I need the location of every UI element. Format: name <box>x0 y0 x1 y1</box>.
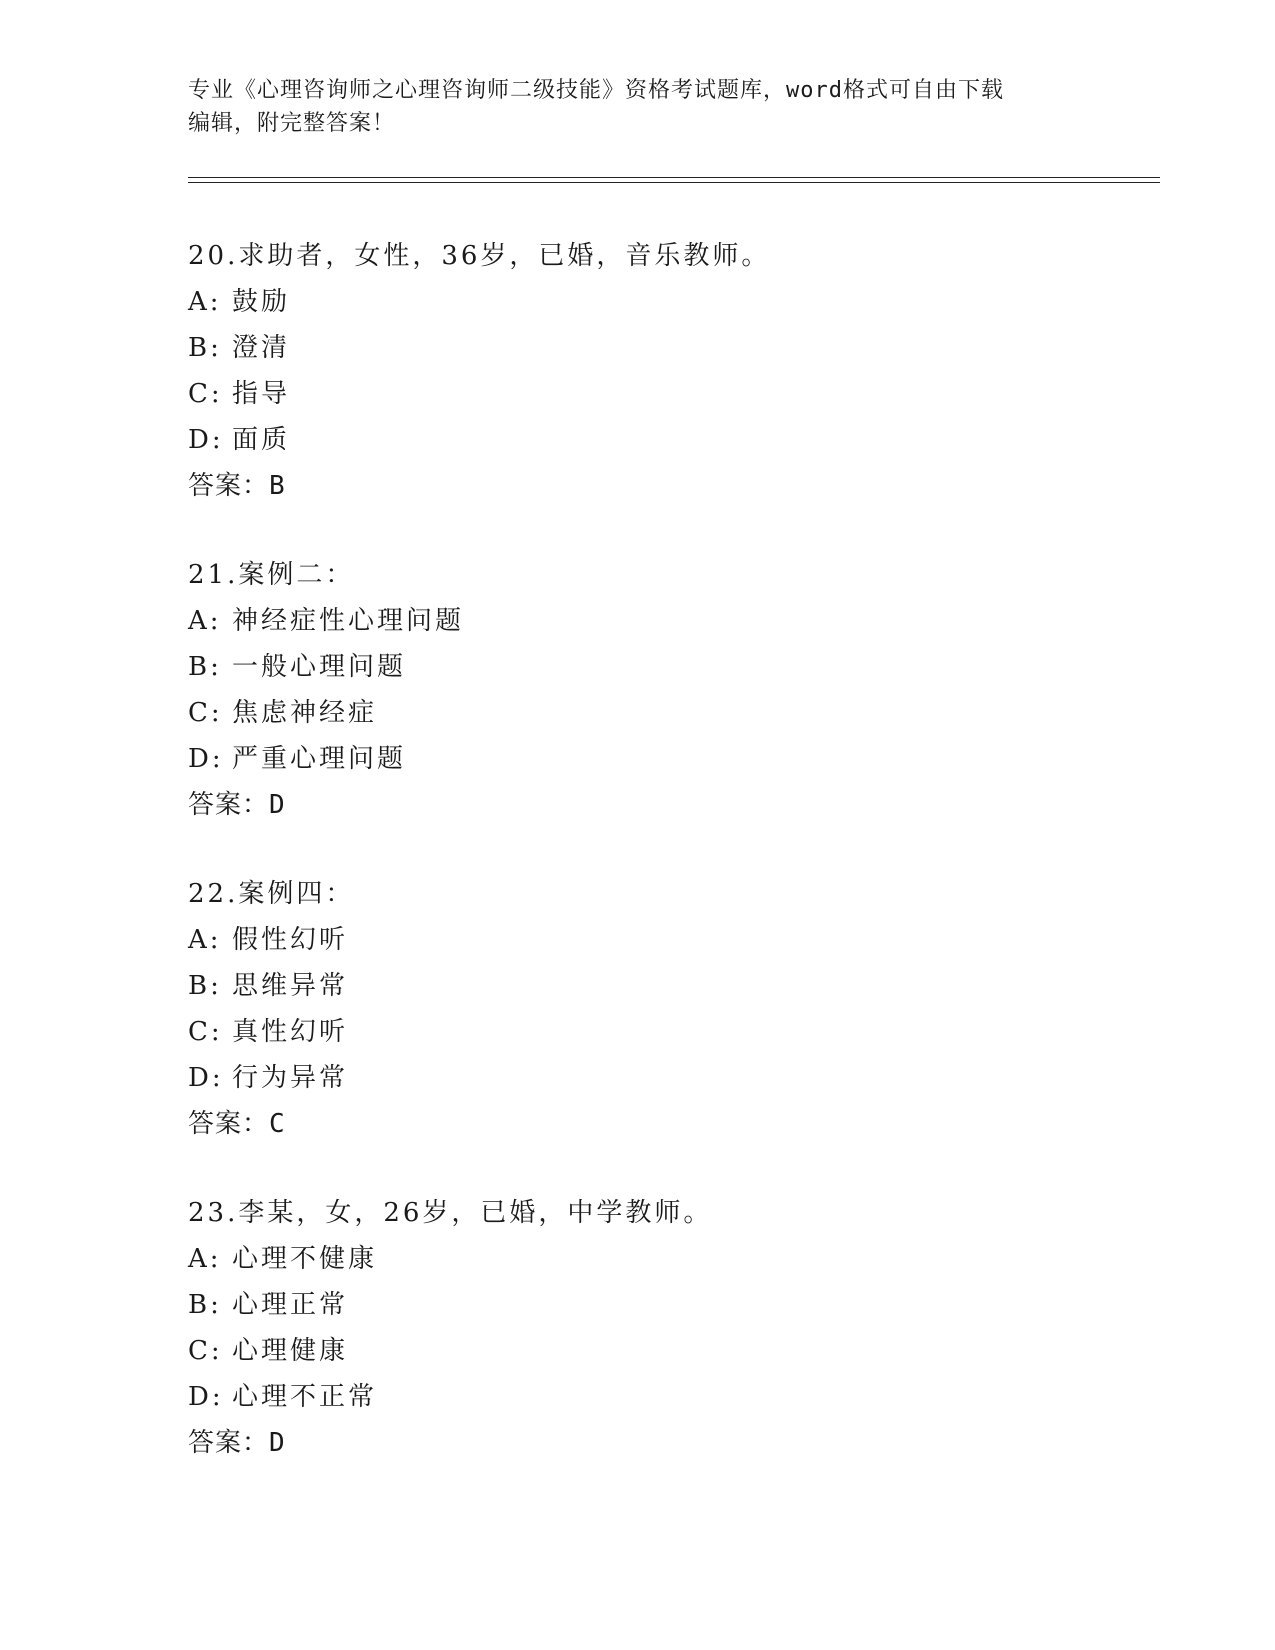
option-d <box>188 1055 354 1101</box>
option-label: B: <box>188 333 222 363</box>
option-a <box>188 1236 712 1282</box>
question-stem: 23.李某，女，26岁，已婚，中学教师。 <box>188 1198 713 1228</box>
option-text: 神经症性心理问题 <box>232 606 465 636</box>
option-c <box>188 1009 354 1055</box>
option-text: 一般心理问题 <box>232 652 407 682</box>
option-label: A: <box>188 1244 222 1274</box>
option-d <box>188 1374 712 1420</box>
header-line-1: 专业《心理咨询师之心理咨询师二级技能》资格考试题库，word格式可自由下载 <box>188 78 1004 103</box>
option-a <box>188 917 354 963</box>
question-stem: 22.案例四： <box>188 879 355 909</box>
option-c <box>188 690 464 736</box>
answer-line: 答案：D <box>188 1428 286 1458</box>
option-b <box>188 1282 712 1328</box>
option-text: 澄清 <box>232 333 291 363</box>
option-text: 严重心理问题 <box>232 744 407 774</box>
option-text: 心理健康 <box>232 1336 349 1366</box>
option-text: 假性幻听 <box>232 925 349 955</box>
answer-line: 答案：B <box>188 471 286 501</box>
option-label: D: <box>188 1063 224 1093</box>
option-label: C: <box>188 698 223 728</box>
question-block-20 <box>188 233 770 509</box>
option-c <box>188 1328 712 1374</box>
option-b <box>188 644 464 690</box>
option-text: 心理不健康 <box>232 1244 378 1274</box>
option-d <box>188 417 770 463</box>
option-text: 真性幻听 <box>232 1017 349 1047</box>
option-label: C: <box>188 1336 223 1366</box>
option-text: 指导 <box>232 379 291 409</box>
option-label: D: <box>188 425 224 455</box>
question-block-22 <box>188 871 354 1147</box>
option-label: A: <box>188 287 222 317</box>
option-label: A: <box>188 606 222 636</box>
option-text: 行为异常 <box>232 1063 349 1093</box>
option-text: 心理正常 <box>232 1290 349 1320</box>
option-a <box>188 598 464 644</box>
option-b <box>188 963 354 1009</box>
option-label: B: <box>188 652 222 682</box>
option-label: C: <box>188 1017 223 1047</box>
option-label: A: <box>188 925 222 955</box>
option-d <box>188 736 464 782</box>
answer-line: 答案：D <box>188 790 286 820</box>
option-text: 鼓励 <box>232 287 291 317</box>
header-rule-bottom <box>188 182 1160 183</box>
answer-line: 答案：C <box>188 1109 286 1139</box>
question-block-21 <box>188 552 464 828</box>
document-header <box>188 74 1088 140</box>
header-line-2: 编辑，附完整答案！ <box>188 111 396 136</box>
option-a <box>188 279 770 325</box>
option-c <box>188 371 770 417</box>
option-label: C: <box>188 379 223 409</box>
option-label: B: <box>188 1290 222 1320</box>
option-text: 思维异常 <box>232 971 349 1001</box>
option-text: 心理不正常 <box>232 1382 378 1412</box>
question-block-23 <box>188 1190 712 1466</box>
option-text: 焦虑神经症 <box>232 698 378 728</box>
header-rule-top <box>188 177 1160 178</box>
question-stem: 20.求助者，女性，36岁，已婚，音乐教师。 <box>188 241 771 271</box>
question-stem: 21.案例二： <box>188 560 355 590</box>
option-text: 面质 <box>232 425 291 455</box>
option-label: D: <box>188 1382 224 1412</box>
option-label: D: <box>188 744 224 774</box>
option-b <box>188 325 770 371</box>
option-label: B: <box>188 971 222 1001</box>
